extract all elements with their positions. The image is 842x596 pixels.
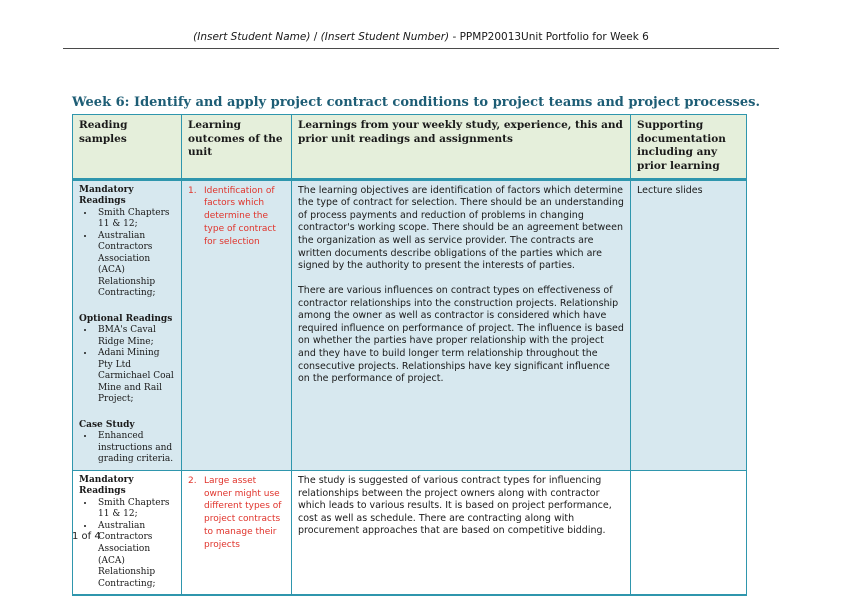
table-row <box>73 179 747 470</box>
section-heading: Case Study <box>79 419 135 430</box>
running-header <box>63 31 779 49</box>
outcome-numbered-item <box>188 475 285 552</box>
reading-item: • Adani Mining Pty Ltd Carmichael Coal Mine and Rail Project; <box>95 348 175 406</box>
section-heading: Mandatory Readings <box>79 184 134 207</box>
student-number-placeholder: (Insert Student Number) <box>320 31 450 43</box>
column-header-learnings: Learnings from your weekly study, experience, this and prior unit readings and assignments <box>292 115 631 180</box>
reading-list <box>79 498 175 590</box>
column-header-supporting-documentation: Supporting documentation including any prior learning <box>631 115 747 180</box>
student-name-placeholder: (Insert Student Name) <box>193 31 311 43</box>
reading-item: • Australian Contractors Association (ACA) Relationship Contracting; <box>95 231 175 300</box>
reading-list <box>79 208 175 300</box>
reading-samples-cell <box>73 179 182 470</box>
outcome-number: 2. <box>188 475 197 486</box>
outcome-text: Identification of factors which determine the type of contract for selection <box>204 185 276 247</box>
outcome-numbered-item <box>188 185 285 249</box>
section-heading: Optional Readings <box>79 313 173 324</box>
section-heading: Mandatory Readings <box>79 474 134 497</box>
learnings-cell <box>292 179 631 470</box>
reading-item: • BMA's Caval Ridge Mine; <box>95 325 175 348</box>
header-suffix: - PPMP20013Unit Portfolio for Week 6 <box>449 31 649 43</box>
reading-section-optional <box>79 314 175 406</box>
outcome-number: 1. <box>188 185 197 196</box>
learning-outcome-cell <box>182 470 292 595</box>
outcome-text: Large asset owner might use different types of project contracts to manage their projects <box>204 475 282 550</box>
table-row <box>73 470 747 595</box>
reading-item: • Enhanced instructions and grading criteria. <box>95 431 175 466</box>
reading-item: • Australian Contractors Association (ACA) Relationship Contracting; <box>95 521 175 590</box>
page-title: Week 6: Identify and apply project contract conditions to project teams and project processes. <box>72 95 760 110</box>
learning-paragraph: There are various influences on contract types on effectiveness of contractor relationships into the construction projects. Relationship among the owner as well as contractor is considered which have required influence on performance of project. The influence is based on whether the parties have proper relationship with the project and they have to build longer term relationship throughout the consecutive projects. Relationships have key significant influence on the performance of project. <box>298 284 624 385</box>
column-header-learning-outcomes: Learning outcomes of the unit <box>182 115 292 180</box>
reading-section-mandatory <box>79 185 175 300</box>
page-number: 1 of 4 <box>72 531 101 542</box>
header-separator: / <box>310 31 321 43</box>
reading-item: • Smith Chapters 11 & 12; <box>95 498 175 521</box>
learning-outcome-cell <box>182 179 292 470</box>
learning-paragraph: The learning objectives are identification of factors which determine the type of contract for selection. There should be an understanding of process payments and reduction of problems in changing contractor's working scope. There should be an agreement between the organization as well as service provider. The contracts are written documents describe obligations of the parties which are signed by the authority to present the interests of parties. <box>298 184 624 272</box>
supporting-documentation-cell: Lecture slides <box>631 179 747 470</box>
reading-list <box>79 431 175 466</box>
reading-list <box>79 325 175 406</box>
supporting-documentation-cell <box>631 470 747 595</box>
portfolio-table <box>72 114 747 596</box>
reading-item: • Smith Chapters 11 & 12; <box>95 208 175 231</box>
column-header-reading-samples: Reading samples <box>73 115 182 180</box>
reading-section-case-study <box>79 420 175 466</box>
table-header-row <box>73 115 747 180</box>
learnings-cell <box>292 470 631 595</box>
learning-paragraph: The study is suggested of various contract types for influencing relationships between the project owners along with contractor which leads to various results. It is based on project performance, cost as well as schedule. There are contracting along with procurement approaches that are based on competitive bidding. <box>298 474 612 537</box>
